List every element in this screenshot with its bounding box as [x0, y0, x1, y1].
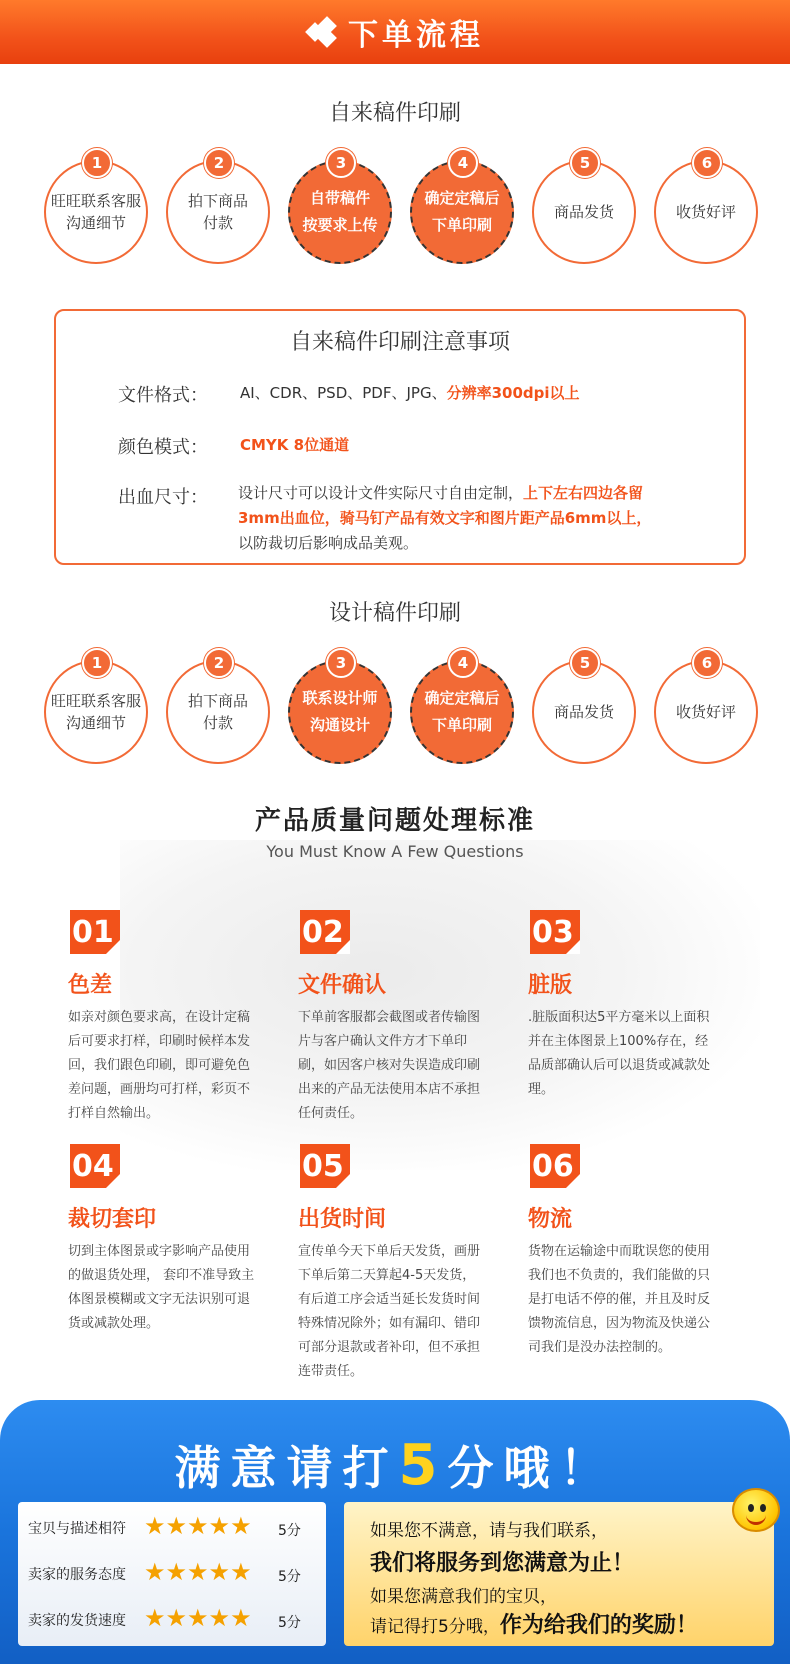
- step-line: 拍下商品: [187, 192, 248, 210]
- step-number-badge: 2: [204, 648, 234, 678]
- step-line: 联系设计师: [302, 689, 378, 707]
- rating-label: 卖家的服务态度: [28, 1567, 126, 1583]
- step-line: 自带稿件: [309, 189, 370, 207]
- rating-score: 5分: [278, 1569, 301, 1585]
- format-text: AI、CDR、PSD、PDF、JPG、: [240, 384, 447, 402]
- message-line: [370, 1608, 698, 1639]
- step-number-badge: 5: [570, 148, 600, 178]
- step-line: 沟通细节: [65, 714, 126, 732]
- item-heading: 裁切套印: [68, 1207, 157, 1232]
- quality-subtitle: You Must Know A Few Questions: [266, 842, 524, 861]
- slogan-text: 分哦！: [447, 1441, 616, 1495]
- step-line: 旺旺联系客服: [50, 692, 141, 710]
- bleed-highlight: 上下左右四边各留: [523, 484, 644, 502]
- step-number-badge: 1: [82, 648, 112, 678]
- bleed-text: 设计尺寸可以设计文件实际尺寸自由定制，: [238, 484, 524, 502]
- rating-row-description: [18, 1508, 326, 1548]
- step-line: 沟通设计: [309, 716, 370, 734]
- item-number-badge: 04: [70, 1144, 120, 1188]
- item-body: .脏版面积达5平方毫米以上面积并在主体图景上100%存在，经品质部确认后可以退货或减款处理。: [528, 1010, 711, 1097]
- format-highlight: 分辨率300dpi以上: [446, 384, 580, 402]
- message-text: 请记得打5分哦，: [370, 1617, 500, 1637]
- rating-row-shipping: [18, 1600, 326, 1640]
- item-number-badge: 06: [530, 1144, 580, 1188]
- step-number-badge: 4: [448, 648, 478, 678]
- smiley-face-icon: [732, 1488, 780, 1532]
- rating-slogan: [0, 1432, 790, 1498]
- quality-title: 产品质量问题处理标准: [254, 806, 535, 836]
- color-highlight: CMYK 8位通道: [240, 436, 350, 454]
- item-body: 宣传单今天下单后天发货，画册下单后第二天算起4-5天发货，有后道工序会适当延长发货时间特殊情况除外；如有漏印、错印可部分退款或者补印，但不承担连带责任。: [298, 1244, 481, 1379]
- step-line: 拍下商品: [187, 692, 248, 710]
- step-number-badge: 4: [448, 148, 478, 178]
- step-number-badge: 6: [692, 648, 722, 678]
- item-number-badge: 03: [530, 910, 580, 954]
- step-line: 付款: [202, 214, 233, 232]
- step-line: 按要求上传: [302, 216, 378, 234]
- star-rating-icon: ★★★★★: [144, 1558, 252, 1586]
- section1-title: 自来稿件印刷: [328, 101, 461, 126]
- section1-steps: [0, 150, 790, 270]
- slogan-number: 5: [398, 1433, 448, 1498]
- step-line: 收货好评: [675, 703, 736, 721]
- page-title: 下单流程: [348, 18, 484, 53]
- item-body: 货物在运输途中而耽误您的使用我们也不负责的，我们能做的只是打电话不停的催，并且及时反馈物流信息，因为物流及快递公司我们是没办法控制的。: [528, 1244, 711, 1355]
- step-line: 沟通细节: [65, 214, 126, 232]
- message-text: 作为给我们的奖励！: [499, 1613, 698, 1638]
- section2-steps: [0, 650, 790, 770]
- diamond-logo-icon: [306, 17, 336, 47]
- item-heading: 色差: [68, 973, 113, 998]
- bleed-highlight: 3mm出血位，骑马钉产品有效文字和图片距产品6mm以上，: [238, 509, 652, 527]
- rating-label: 卖家的发货速度: [28, 1613, 126, 1629]
- step-line: 确定定稿后: [424, 689, 500, 707]
- rating-score: 5分: [278, 1615, 301, 1631]
- item-body: 如亲对颜色要求高，在设计定稿后可要求打样，印刷时候样本发回，我们跟色印刷，即可避免色差问题，画册均可打样，彩页不打样自然输出。: [68, 1010, 251, 1121]
- rating-row-service: [18, 1554, 326, 1594]
- notes-title: 自来稿件印刷注意事项: [289, 330, 510, 355]
- message-box: [344, 1502, 774, 1646]
- color-value: [240, 433, 349, 458]
- step-number-badge: 2: [204, 148, 234, 178]
- item-number-badge: 05: [300, 1144, 350, 1188]
- item-number-badge: 02: [300, 910, 350, 954]
- step-line: 付款: [202, 714, 233, 732]
- slogan-text: 满意请打: [174, 1441, 399, 1495]
- bleed-text: 以防裁切后影响成品美观。: [238, 534, 419, 552]
- item-heading: 出货时间: [298, 1207, 387, 1232]
- notes-box: [54, 309, 746, 565]
- step-number-badge: 5: [570, 648, 600, 678]
- step-line: 确定定稿后: [424, 189, 500, 207]
- item-heading: 物流: [528, 1207, 573, 1232]
- star-rating-icon: ★★★★★: [144, 1512, 252, 1540]
- step-line: 下单印刷: [431, 716, 492, 734]
- message-line: 如果您不满意，请与我们联系，: [370, 1521, 608, 1541]
- rating-label: 宝贝与描述相符: [28, 1521, 126, 1537]
- step-number-badge: 3: [326, 148, 356, 178]
- message-line: 如果您满意我们的宝贝，: [370, 1587, 557, 1607]
- header-title-wrap: [0, 0, 790, 64]
- step-number-badge: 1: [82, 148, 112, 178]
- item-heading: 脏版: [528, 973, 573, 998]
- item-heading: 文件确认: [298, 973, 387, 998]
- section2-title: 设计稿件印刷: [328, 601, 461, 626]
- step-line: 商品发货: [553, 203, 614, 221]
- step-line: 商品发货: [553, 703, 614, 721]
- message-line: 我们将服务到您满意为止！: [370, 1551, 635, 1576]
- item-body: 切到主体图景或字影响产品使用的做退货处理， 套印不准导致主体图景模糊或文字无法识别可退货或减款处理。: [68, 1244, 255, 1331]
- color-label: 颜色模式：: [118, 437, 208, 458]
- step-line: 旺旺联系客服: [50, 192, 141, 210]
- star-rating-icon: ★★★★★: [144, 1604, 252, 1632]
- step-line: 收货好评: [675, 203, 736, 221]
- rating-score: 5分: [278, 1523, 301, 1539]
- bleed-label: 出血尺寸：: [118, 487, 208, 508]
- rating-box: [18, 1502, 326, 1646]
- step-line: 下单印刷: [431, 216, 492, 234]
- format-label: 文件格式：: [118, 385, 208, 406]
- step-number-badge: 3: [326, 648, 356, 678]
- bleed-value: [238, 481, 698, 556]
- item-body: 下单前客服都会截图或者传输图片与客户确认文件方才下单印刷，如因客户核对失误造成印刷出来的产品无法使用本店不承担任何责任。: [298, 1010, 481, 1121]
- format-value: [240, 381, 580, 406]
- item-number-badge: 01: [70, 910, 120, 954]
- step-number-badge: 6: [692, 148, 722, 178]
